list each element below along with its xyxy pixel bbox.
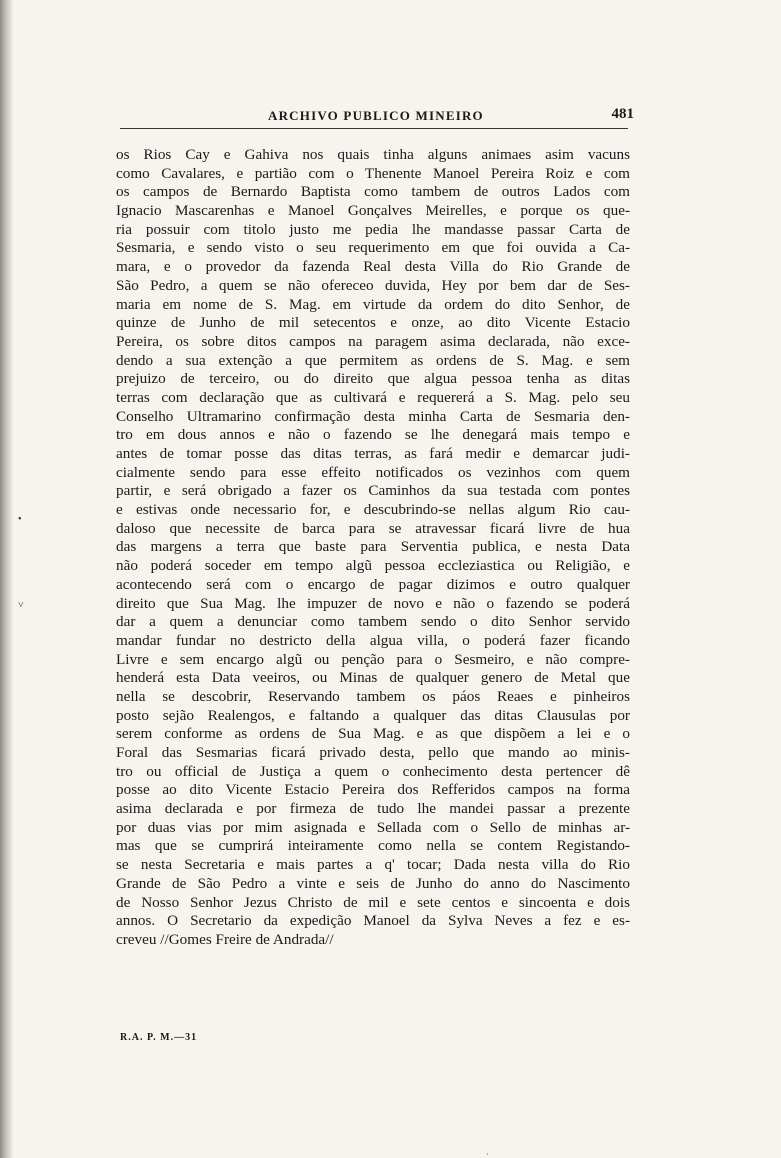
body-line: direito que Sua Mag. lhe impuzer de novo e não o fazendo se poderá (116, 594, 630, 612)
body-line: mandar fundar no destricto della algua villa, o poderá fazer ficando (116, 631, 630, 649)
body-line: por duas vias por mim asignada e Sellada com o Sello de minhas ar- (116, 818, 630, 836)
body-line: acontecendo será com o encargo de pagar dizimos e outro qualquer (116, 575, 630, 593)
body-line: quinze de Junho de mil setecentos e onze, ao dito Vicente Estacio (116, 314, 630, 332)
body-line: partir, e será obrigado a fazer os Caminhos da sua testada com pontes (116, 482, 630, 500)
body-line: Ignacio Mascarenhas e Manoel Gonçalves Meirelles, e porque os que- (116, 202, 630, 220)
header-rule (120, 128, 628, 129)
bottom-dot-mark: · (486, 1150, 489, 1158)
body-line: cialmente sendo para esse effeito notificados os vezinhos com quem (116, 463, 630, 481)
body-line: antes de tomar posse das ditas terras, as fará medir e demarcar judi- (116, 445, 630, 462)
body-line: daloso que necessite de barca para se atravessar ficará livre de hua (116, 519, 630, 537)
body-line: e estivas onde necessario for, e descubrindo-se nellas algum Rio cau- (116, 501, 630, 519)
page-number: 481 (611, 106, 634, 122)
body-line: tro ou official de Justiça a quem o conhecimento desta pertencer dê (116, 762, 630, 780)
body-line: São Pedro, a quem se não ofereceo duvida, Hey por bem dar de Ses- (116, 276, 630, 294)
running-head (120, 104, 640, 138)
body-line: posse ao dito Vicente Estacio Pereira dos Refferidos campos na forma (116, 781, 630, 799)
body-line: se nesta Secretaria e mais partes a q' tocar; Dada nesta villa do Rio (116, 856, 630, 874)
body-line: Sesmaria, e sendo visto o seu requerimento em que foi ouvida a Ca- (116, 239, 630, 257)
body-line: terras com declaração que as cultivará e requererá a S. Mag. pelo seu (116, 388, 630, 406)
running-head-title: ARCHIVO PUBLICO MINEIRO (268, 108, 484, 123)
body-line: os campos de Bernardo Baptista como tambem de outros Lados com (116, 183, 630, 201)
body-line: tro em dous annos e não o fazendo se lhe denegará mais tempo e (116, 426, 630, 444)
body-line: nella se descobrir, Reservando tambem os páos Reaes e pinheiros (116, 687, 630, 705)
body-line: dar a quem a denunciar como tambem sendo o dito Senhor servido (116, 613, 630, 631)
body-line: mara, e o provedor da fazenda Real desta Villa do Rio Grande de (116, 258, 630, 276)
body-line: prejuizo de terceiro, ou do direito que algua pessoa tenha as ditas (116, 370, 630, 388)
signature-mark: R.A. P. M.—31 (120, 1032, 198, 1043)
body-line: Grande de São Pedro a vinte e seis de Junho do anno do Nascimento (116, 874, 630, 892)
body-line: creveu //Gomes Freire de Andrada// (116, 930, 334, 948)
binding-shadow (0, 0, 14, 1158)
body-line: ria possuir com titolo justo me pedia lhe mandasse passar Carta de (116, 220, 630, 238)
body-line: asima declarada e por firmeza de tudo lhe mandei passar a prezente (116, 800, 630, 818)
body-line: Livre e sem encargo algũ ou penção para o Sesmeiro, e não compre- (116, 650, 630, 668)
body-line: annos. O Secretario da expedição Manoel da Sylva Neves a fez e es- (116, 912, 630, 930)
body-text (116, 146, 630, 950)
margin-tick-mark: ˅ (18, 600, 24, 611)
body-line: mas que se cumprirá inteiramente como nella se contem Registando- (116, 837, 630, 855)
body-line: como Cavalares, e partião com o Thenente Manoel Pereira Roiz e com (116, 164, 630, 182)
body-line: posto sejão Realengos, e faltando a qualquer das ditas Clausulas por (116, 706, 630, 724)
body-line: maria em nome de S. Mag. em virtude da ordem do dito Senhor, de (116, 295, 630, 313)
body-line: Pereira, os sobre ditos campos na paragem asima declarada, não exce- (116, 332, 630, 350)
body-line: não poderá soceder em tempo algũ pessoa eccleziastica ou Religião, e (116, 557, 630, 575)
body-line: Conselho Ultramarino confirmação desta minha Carta de Sesmaria den- (116, 407, 630, 425)
body-line: henderá esta Data veeiros, ou Minas de qualquer genero de Metal que (116, 669, 630, 687)
body-line: serem conforme as ordens de Sua Mag. e as que dispõem a lei e o (116, 725, 630, 743)
body-line: Foral das Sesmarias ficará privado desta, pello que mando ao minis- (116, 744, 630, 761)
body-line: das margens a terra que baste para Serventia publica, e nesta Data (116, 538, 630, 556)
body-line: de Nosso Senhor Jezus Christo de mil e sete centos e sincoenta e dois (116, 893, 630, 911)
margin-bullet-mark: • (18, 514, 22, 525)
body-line: os Rios Cay e Gahiva nos quais tinha alguns animaes asim vacuns (116, 146, 630, 163)
body-line: dendo a sua extenção a que permitem as ordens de S. Mag. e sem (116, 351, 630, 369)
